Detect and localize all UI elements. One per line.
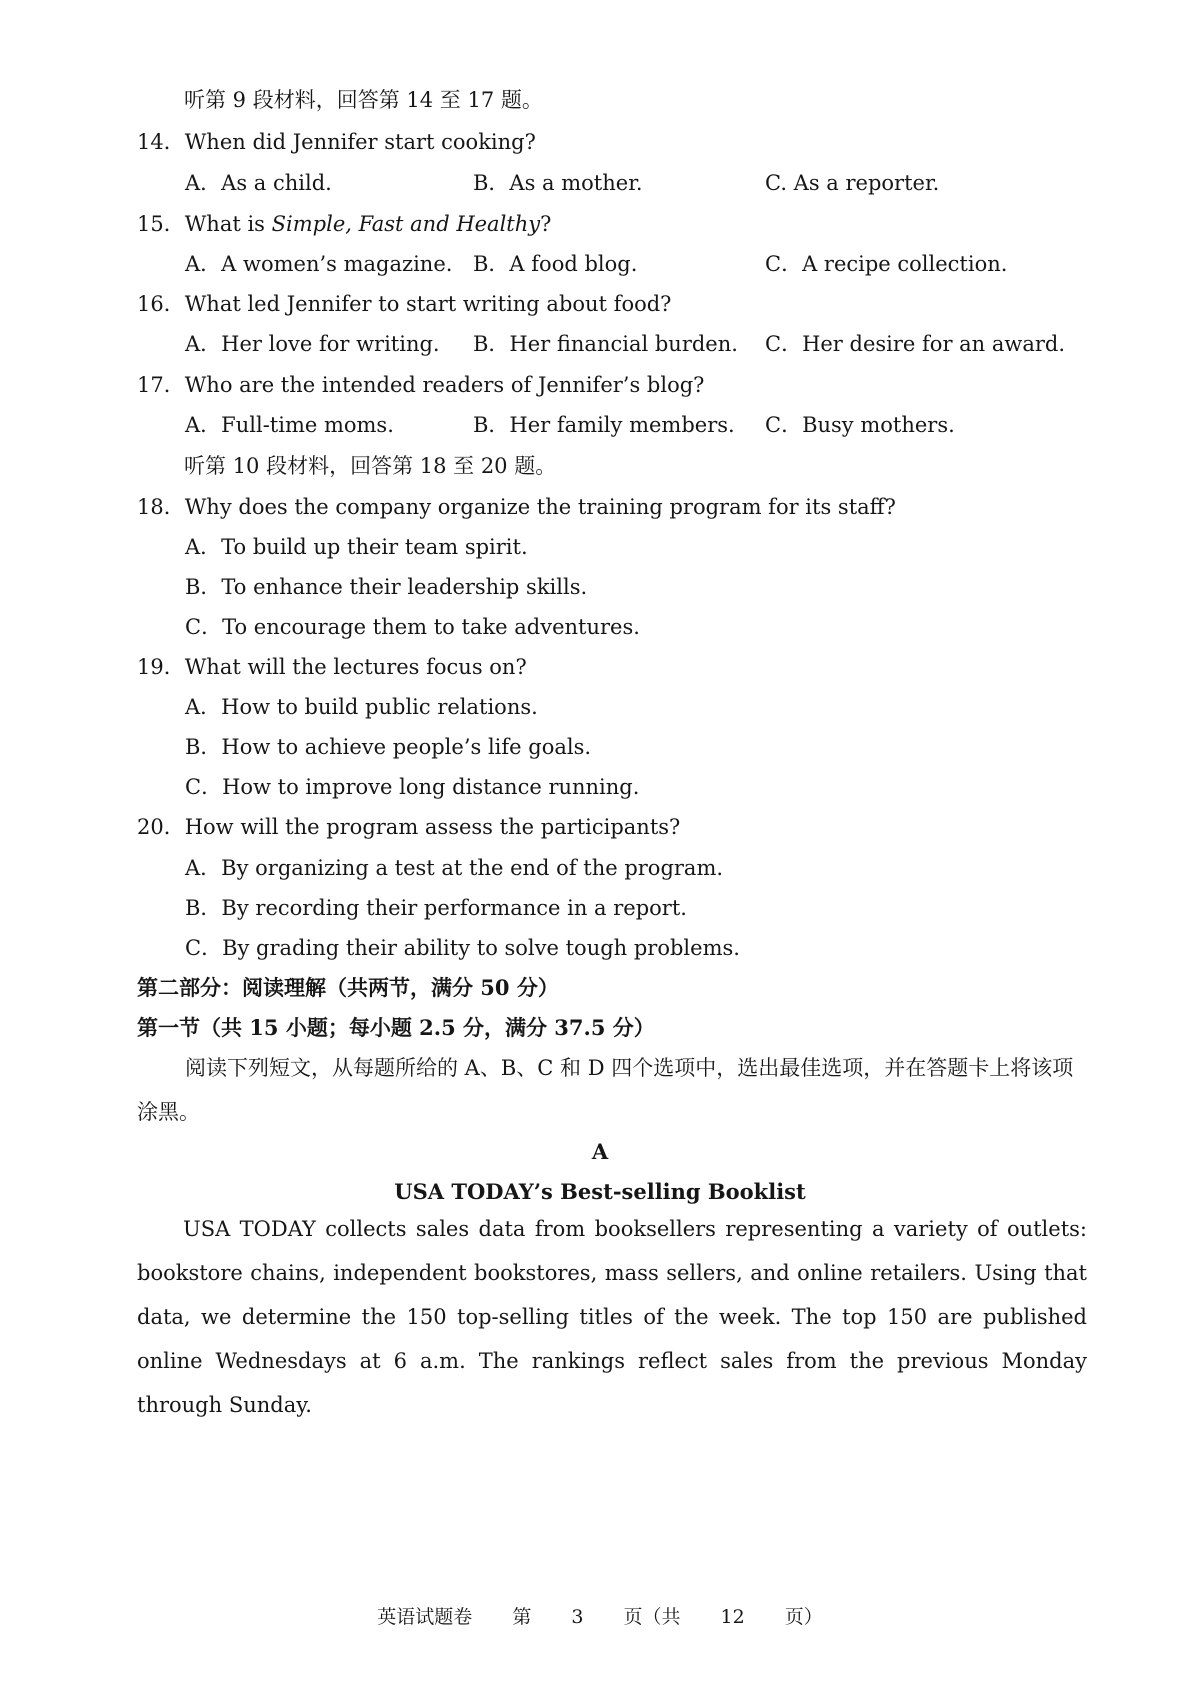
question-stem: 16．What led Jennifer to start writing about food?	[137, 292, 672, 316]
passage-body: USA TODAY collects sales data from booksellers representing a variety of outlets: bookstore chains, independent bookstores, mass sellers, and online retailers. Using that data, we determine the 150 top-selling titles of the week. The top 150 are published online Wednesdays at 6 a.m. The rankings reflect sales from the previous Monday through Sunday.	[137, 1217, 1087, 1417]
section-9-instruction: 听第 9 段材料，回答第 14 至 17 题。	[184, 88, 543, 112]
reading-instruction: 阅读下列短文，从每题所给的 A、B、C 和 D 四个选项中，选出最佳选项，并在答题卡上将该项涂黑。	[137, 1056, 1074, 1124]
option-b: B．How to achieve people’s life goals.	[185, 735, 592, 759]
stem-title: Simple, Fast and Healthy	[271, 212, 541, 236]
passage-letter: A	[591, 1139, 609, 1164]
option-b: B．Her financial burden.	[473, 332, 738, 356]
question-stem: 19．What will the lectures focus on?	[137, 655, 527, 679]
option-b: B．By recording their performance in a report.	[185, 896, 687, 920]
question-stem: 17．Who are the intended readers of Jennifer’s blog?	[137, 373, 705, 397]
option-b: B．Her family members.	[473, 413, 735, 437]
option-c: C．To encourage them to take adventures.	[185, 615, 640, 639]
option-a: A．How to build public relations.	[185, 695, 538, 719]
option-a: A．Her love for writing.	[185, 332, 440, 356]
question-stem: 18．Why does the company organize the training program for its staff?	[137, 495, 896, 519]
option-a: A．As a child.	[185, 171, 332, 195]
option-c: C．How to improve long distance running.	[185, 775, 640, 799]
option-c: C. As a reporter.	[765, 171, 940, 195]
option-a: A．A women’s magazine.	[185, 252, 453, 276]
option-c: C．By grading their ability to solve tough problems.	[185, 936, 740, 960]
option-a: A．To build up their team spirit.	[185, 535, 528, 559]
option-a: A．Full-time moms.	[185, 413, 394, 437]
option-a: A．By organizing a test at the end of the program.	[185, 856, 724, 880]
option-c: C．Busy mothers.	[765, 413, 955, 437]
footer-page-number: 第 3 页（共 12 页）	[512, 1606, 823, 1628]
question-stem: 14．When did Jennifer start cooking?	[137, 130, 536, 154]
option-c: C．A recipe collection.	[765, 252, 1008, 276]
stem-prefix: 15．What is	[137, 212, 272, 236]
page-footer	[0, 1602, 1200, 1629]
option-c: C．Her desire for an award.	[765, 332, 1066, 356]
option-b: B．As a mother.	[473, 171, 643, 195]
passage-title: USA TODAY’s Best-selling Booklist	[394, 1179, 806, 1204]
part-2-heading: 第二部分：阅读理解（共两节，满分 50 分）	[137, 975, 559, 1000]
stem-suffix: ?	[540, 212, 552, 236]
question-stem: 20．How will the program assess the participants?	[137, 815, 681, 839]
option-b: B．To enhance their leadership skills.	[185, 575, 588, 599]
footer-subject: 英语试题卷	[377, 1606, 473, 1628]
section-10-instruction: 听第 10 段材料，回答第 18 至 20 题。	[184, 454, 557, 478]
question-stem	[137, 210, 551, 238]
option-b: B．A food blog.	[473, 252, 638, 276]
section-1-heading: 第一节（共 15 小题；每小题 2.5 分，满分 37.5 分）	[137, 1015, 655, 1040]
